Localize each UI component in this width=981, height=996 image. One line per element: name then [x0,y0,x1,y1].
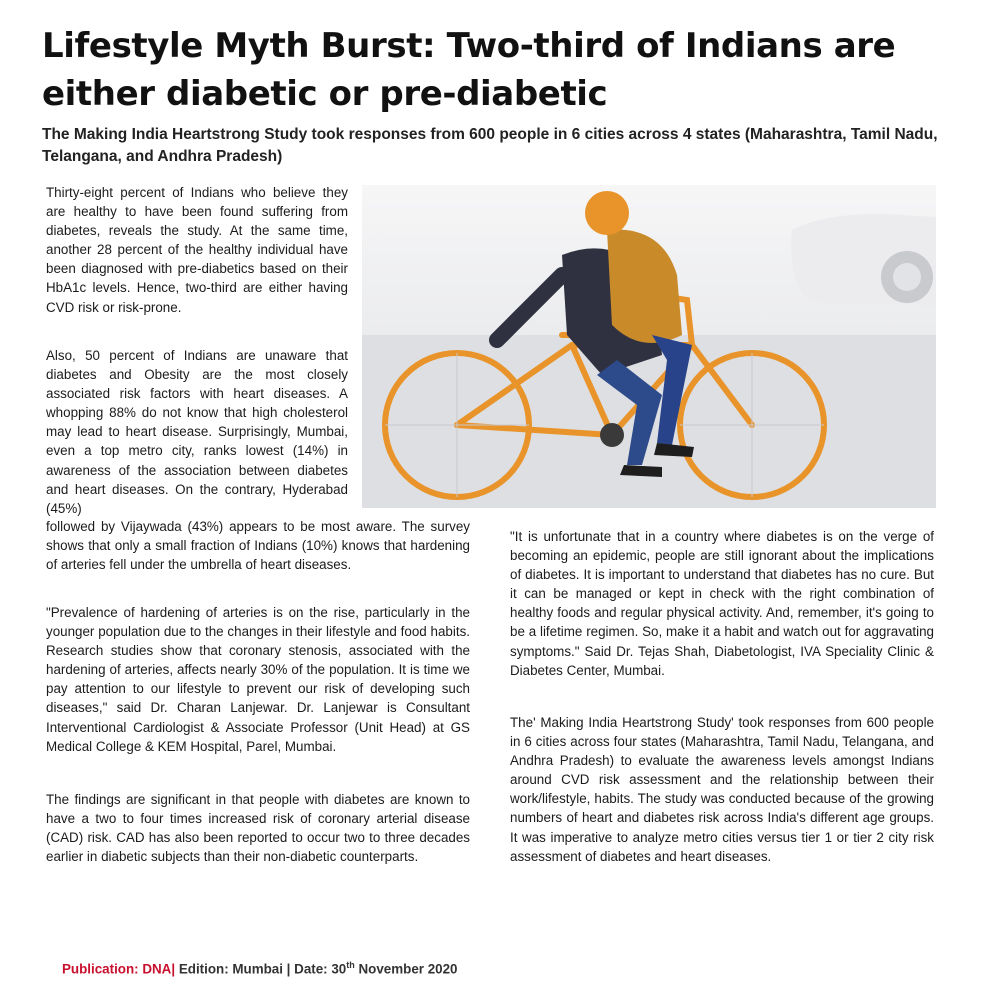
paragraph-4: "Prevalence of hardening of arteries is on the rise, particularly in the younger population due to the changes in their lifestyle and food habits. Research studies show that coronary stenosis, associated with the hardening of arteries, affects nearly 30% of the population. It is time we pay attention to our lifestyle to prevent our risk of developing such diseases," said Dr. Charan Lanjewar. Dr. Lanjewar is Consultant Interventional Cardiologist & Associate Professor (Unit Head) at GS Medical College & KEM Hospital, Parel, Mumbai. [46,605,470,754]
paragraph-5: The findings are significant in that people with diabetes are known to have a two to four times increased risk of coronary arterial disease (CAD) risk. CAD has also been reported to occur two to three decades earlier in diabetic subjects than their non-diabetic counterparts. [46,792,470,865]
paragraph-2: Also, 50 percent of Indians are unaware that diabetes and Obesity are the most closely associated risk factors with heart diseases. A whopping 88% do not know that high cholesterol may lead to heart disease. Surprisingly, Mumbai, even a top metro city, ranks lowest (14%) in awareness of the association between diabetes and heart diseases. On the contrary, Hyderabad (45%) [46,348,348,516]
date-suffix: th [346,960,355,970]
headline: Lifestyle Myth Burst: Two-third of Indians are either diabetic or pre-diabetic [42,26,896,114]
paragraph-7: The' Making India Heartstrong Study' took responses from 600 people in 6 cities across four states (Maharashtra, Tamil Nadu, Telangana, and Andhra Pradesh) to evaluate the awareness levels amongst Indians around CVD risk assessment and the relationship between their work/lifestyle, habits. The study was conducted because of the growing numbers of heart and diabetes risk across India's different age groups. It was imperative to analyze metro cities versus tier 1 or tier 2 city risk assessment of diabetes and heart diseases. [510,715,934,864]
paragraph-6: "It is unfortunate that in a country where diabetes is on the verge of becoming an epidemic, people are still ignorant about the implications of diabetes. It is important to understand that diabetes has no cure. But it can be managed or kept in check with the right combination of healthy foods and regular physical activity. And, remember, it's going to be a lifetime regimen. So, make it a habit and watch out for aggravating symptoms." Said Dr. Tejas Shah, Diabetologist, IVA Speciality Clinic & Diabetes Center, Mumbai. [510,529,934,678]
publication-footer [62,960,457,976]
footer-separator: | [171,961,176,977]
edition-date: Edition: Mumbai | Date: 30 [175,961,347,977]
subheadline: The Making India Heartstrong Study took responses from 600 people in 6 cities across 4 states (Maharashtra, Tamil Nadu, Telangana, and Andhra Pradesh) [42,126,938,165]
cyclist-photo [362,185,936,508]
paragraph-1: Thirty-eight percent of Indians who believe they are healthy to have been found suffering from diabetes, reveals the study. At the same time, another 28 percent of the healthy individual have been diagnosed with pre-diabetics based on their HbA1c levels. Hence, two-third are either having CVD risk or risk-prone. [46,185,348,315]
publication-label: Publication: DNA [62,961,172,977]
paragraph-3: followed by Vijaywada (43%) appears to be most aware. The survey shows that only a small fraction of Indians (10%) knows that hardening of arteries fell under the umbrella of heart diseases. [46,519,470,573]
date-rest: November 2020 [354,961,458,977]
